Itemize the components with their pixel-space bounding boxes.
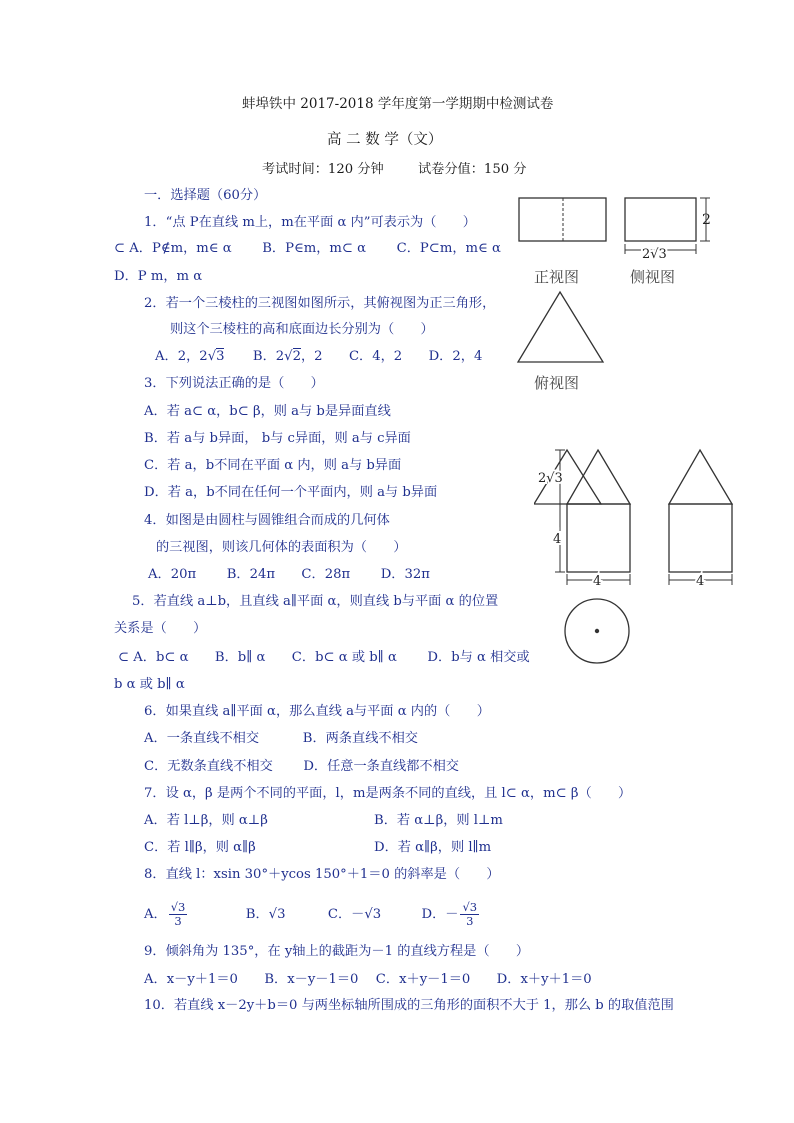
q7-option-d: D．若 α∥β，则 l∥m — [374, 840, 492, 855]
frac-denominator: 3 — [466, 914, 474, 928]
q5-options: ⊂ A．b⊂ α B．b∥ α C．b⊂ α 或 b∥ α D．b与 α 相交或 — [118, 650, 530, 665]
cylinder-front-view — [567, 504, 630, 572]
cylinder-side-view — [669, 504, 732, 572]
q2-opt-b-tail: ，2 — [300, 349, 323, 364]
frac-numerator: √3 — [170, 900, 186, 914]
frac-denominator: 3 — [174, 914, 182, 928]
front-width-dim-label: 4 — [593, 574, 602, 589]
q5-stem-2: 关系是（ ） — [114, 621, 207, 636]
side-view-label: 侧视图 — [630, 268, 676, 286]
q9-options: A．x－y＋1＝0 B．x－y－1＝0 C．x＋y－1＝0 D．x＋y＋1＝0 — [144, 972, 592, 987]
q8-opt-c: C．－√3 — [327, 907, 382, 922]
q7-option-c: C．若 l∥β，则 α∥β — [144, 840, 256, 855]
front-view-label: 正视图 — [534, 268, 580, 286]
side-view-rect — [625, 198, 696, 241]
q5-options-2: b α 或 b∥ α — [114, 677, 185, 692]
q5-stem: 5．若直线 a⊥b，且直线 a∥平面 α，则直线 b与平面 α 的位置 — [132, 594, 499, 609]
q1-stem: 1．“点 P在直线 m上，m在平面 α 内”可表示为（ ） — [144, 215, 476, 230]
q1-option-d: D．P m，m α — [114, 269, 203, 284]
exam-time: 考试时间：120 分钟 — [262, 162, 384, 177]
q10-stem: 10．若直线 x－2y＋b＝0 与两坐标轴所围成的三角形的面积不大于 1，那么 b 的取值范围 — [144, 998, 674, 1013]
q2-three-views-figure — [514, 192, 714, 392]
q4-stem-2: 的三视图，则该几何体的表面积为（ ） — [156, 540, 407, 555]
exam-score: 试卷分值：150 分 — [418, 162, 527, 177]
q7-option-a: A．若 l⊥β，则 α⊥β — [144, 813, 268, 828]
q8-frac-d — [460, 901, 479, 928]
q3-option-b: B．若 a与 b异面， b与 c异面，则 a与 c异面 — [144, 431, 411, 446]
q3-option-d: D．若 a，b不同在任何一个平面内，则 a与 b异面 — [144, 485, 438, 500]
sqrt-sign: √ — [207, 349, 217, 364]
height-dim-label: 2 — [702, 212, 711, 228]
q8-opt-d: D．－ — [421, 907, 459, 922]
sqrt-sign: √ — [284, 349, 293, 364]
q2-opt-a: A．2，2 — [155, 349, 208, 364]
q2-opt-d: D．2，4 — [428, 349, 483, 364]
exam-title: 蚌埠铁中 2017-2018 学年度第一学期期中检测试卷 — [242, 96, 554, 112]
cone-height-dim-label: 2√3 — [538, 471, 563, 486]
q3-option-c: C．若 a，b不同在平面 α 内，则 a与 b异面 — [144, 458, 402, 473]
q3-stem: 3．下列说法正确的是（ ） — [144, 376, 324, 391]
q4-stem: 4．如图是由圆柱与圆锥组合而成的几何体 — [144, 513, 390, 528]
q4-options: A．20π B．24π C．28π D．32π — [148, 567, 430, 582]
q9-stem: 9．倾斜角为 135°，在 y轴上的截距为－1 的直线方程是（ ） — [144, 944, 530, 959]
top-view-label: 俯视图 — [534, 374, 580, 392]
side-width-dim-label: 4 — [696, 574, 705, 589]
q7-stem: 7．设 α，β 是两个不同的平面，l，m是两条不同的直线，且 l⊂ α，m⊂ β（ ） — [144, 786, 632, 801]
q2-opt-b-radicand: 2 — [292, 349, 301, 364]
q8-opt-a: A． — [144, 907, 167, 922]
q2-opt-b: B．2 — [252, 349, 285, 364]
q1-options-abc: ⊂ A．P∉m，m∈ α B．P∈m，m⊂ α C．P⊂m，m∈ α — [114, 241, 501, 256]
q6-stem: 6．如果直线 a∥平面 α，那么直线 a与平面 α 内的（ ） — [144, 704, 490, 719]
q2-stem: 2．若一个三棱柱的三视图如图所示，其俯视图为正三角形， — [144, 296, 496, 311]
q6-options-ab: A．一条直线不相交 B．两条直线不相交 — [144, 731, 418, 746]
top-view-triangle — [518, 292, 603, 362]
q4-three-views-figure — [534, 444, 744, 674]
width-dim-label: 2√3 — [642, 247, 667, 262]
q2-opt-c: C．4，2 — [348, 349, 403, 364]
cone-front-outline — [567, 450, 630, 504]
q2-options — [155, 349, 482, 365]
cyl-height-dim-label: 4 — [553, 532, 562, 547]
cone-side-view — [669, 450, 732, 504]
frac-numerator: √3 — [462, 900, 478, 914]
q6-options-cd: C．无数条直线不相交 D．任意一条直线都不相交 — [144, 759, 459, 774]
q2-opt-a-radicand: 3 — [216, 349, 225, 364]
q8-opt-b: B．√3 — [245, 907, 286, 922]
q8-options — [144, 895, 481, 935]
q3-option-a: A．若 a⊂ α，b⊂ β，则 a与 b是异面直线 — [144, 404, 391, 419]
q2-stem-2: 则这个三棱柱的高和底面边长分别为（ ） — [170, 322, 434, 337]
q8-frac-a — [169, 901, 188, 928]
top-view-center-dot — [595, 629, 599, 633]
exam-subtitle: 高 二 数 学（文） — [327, 132, 443, 148]
q7-option-b: B．若 α⊥β，则 l⊥m — [374, 813, 503, 828]
q8-stem: 8．直线 l：xsin 30°＋ycos 150°＋1＝0 的斜率是（ ） — [144, 867, 500, 882]
section-heading: 一．选择题（60分） — [144, 188, 267, 203]
